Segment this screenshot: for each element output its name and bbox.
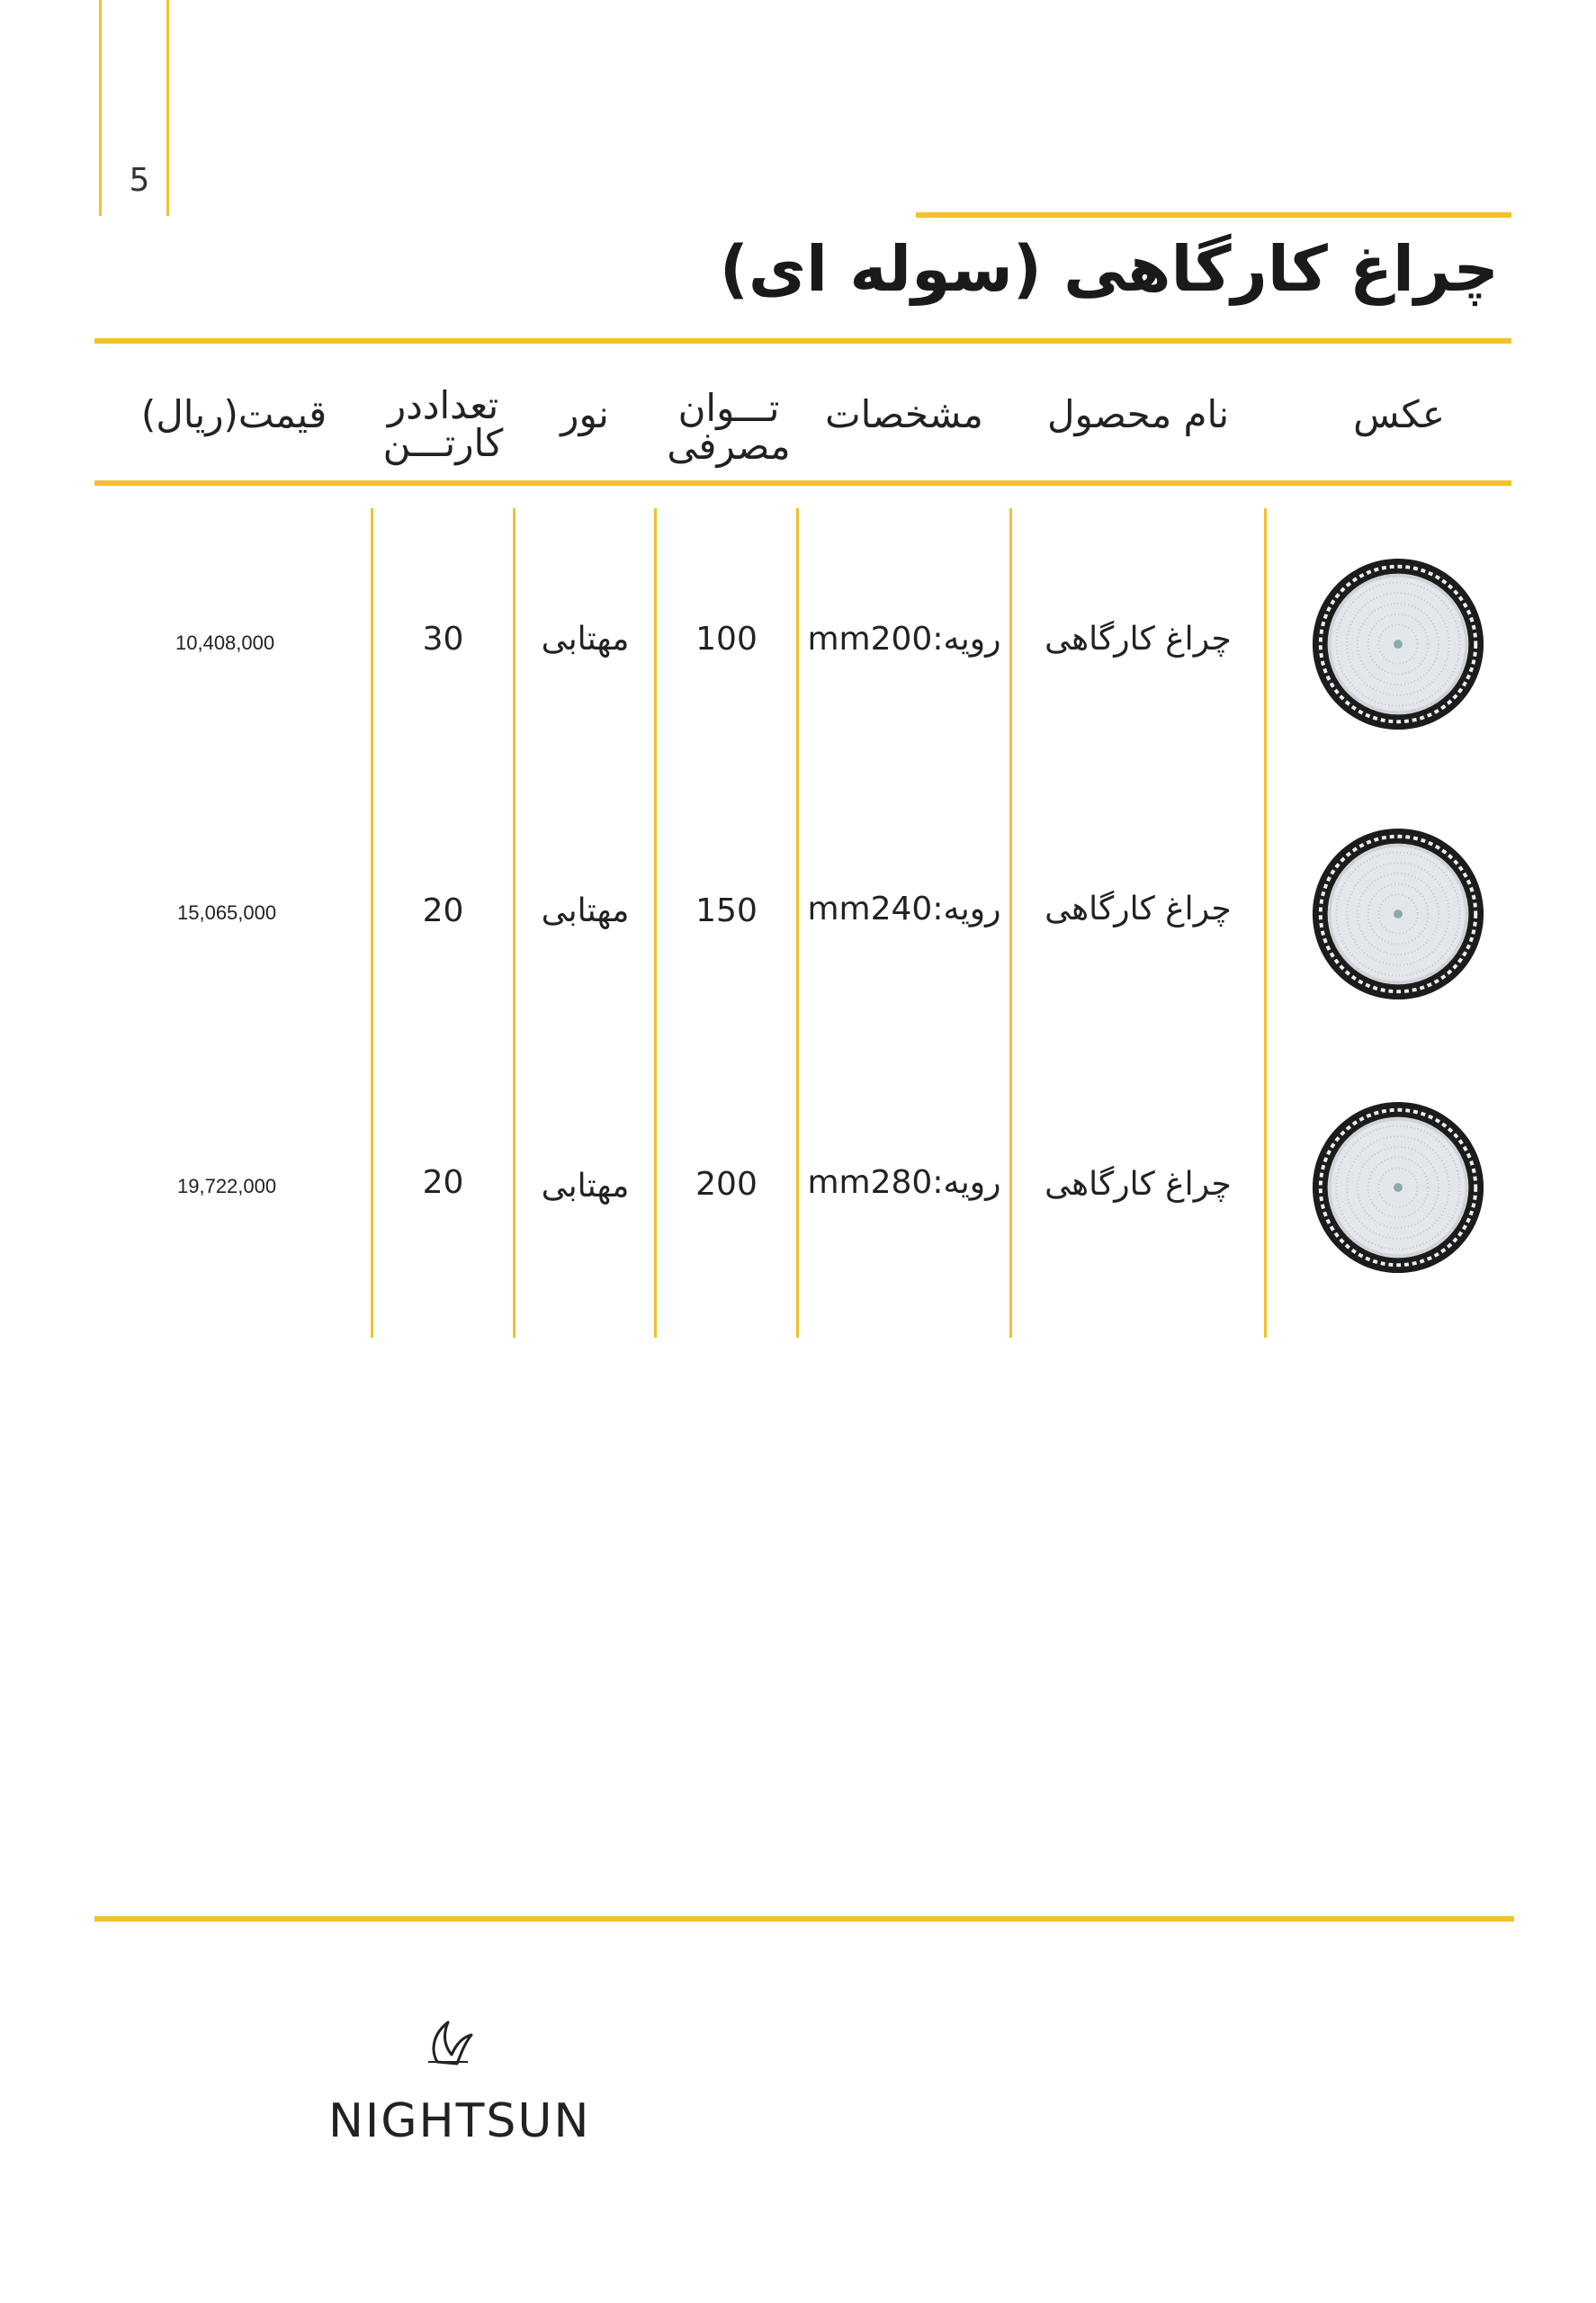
header-power-line1: تـــوان xyxy=(677,386,780,430)
header-carton-line2: کارتـــن xyxy=(382,421,504,465)
page-title: چراغ کارگاهی (سوله ای) xyxy=(719,232,1499,306)
row1-product-name: چراغ کارگاهی xyxy=(1045,621,1232,658)
row1-light: مهتابی xyxy=(541,621,630,658)
row1-carton: 30 xyxy=(422,621,464,658)
row2-price: 15,065,000 xyxy=(177,901,277,924)
column-divider xyxy=(796,508,799,1338)
brand-name: NIGHTSUN xyxy=(328,2094,591,2148)
row3-product-name: چراغ کارگاهی xyxy=(1045,1166,1232,1203)
row1-power: 100 xyxy=(695,621,758,658)
header-power xyxy=(657,386,801,468)
row2-specs: رویه:mm240 xyxy=(807,891,1001,927)
footer-rule xyxy=(94,1916,1514,1922)
row2-power: 150 xyxy=(695,892,758,929)
header-specs: مشخصات xyxy=(825,392,983,436)
row2-light: مهتابی xyxy=(541,892,630,929)
page-number-left-line xyxy=(99,0,102,216)
header-image: عکس xyxy=(1353,392,1445,436)
page-number-right-line xyxy=(166,0,169,216)
row2-product-name: چراغ کارگاهی xyxy=(1045,891,1232,927)
header-light: نور xyxy=(560,392,609,436)
header-bottom-rule xyxy=(94,480,1511,486)
highbay-ufo-light-icon xyxy=(1310,1099,1486,1276)
highbay-ufo-light-icon xyxy=(1310,556,1486,732)
header-power-line2: مصرفی xyxy=(667,424,791,468)
column-divider xyxy=(1009,508,1012,1338)
title-bottom-rule xyxy=(94,338,1511,344)
row3-power: 200 xyxy=(695,1166,758,1203)
row3-light: مهتابی xyxy=(541,1168,630,1205)
title-top-rule xyxy=(916,212,1511,218)
header-carton-line1: تعداددر xyxy=(387,383,499,427)
nightsun-logo-icon xyxy=(421,2015,475,2069)
header-product-name: نام محصول xyxy=(1046,392,1230,436)
row3-carton: 20 xyxy=(422,1164,464,1201)
column-divider xyxy=(1264,508,1267,1338)
row1-price: 10,408,000 xyxy=(175,632,275,654)
header-price: قیمت(ریال) xyxy=(140,392,327,436)
page-number: 5 xyxy=(129,162,150,199)
row1-specs: رویه:mm200 xyxy=(807,621,1001,658)
header-carton xyxy=(369,383,517,465)
row3-specs: رویه:mm280 xyxy=(807,1164,1001,1201)
row3-price: 19,722,000 xyxy=(177,1175,277,1197)
highbay-ufo-light-icon xyxy=(1310,826,1486,1002)
row2-carton: 20 xyxy=(422,892,464,929)
